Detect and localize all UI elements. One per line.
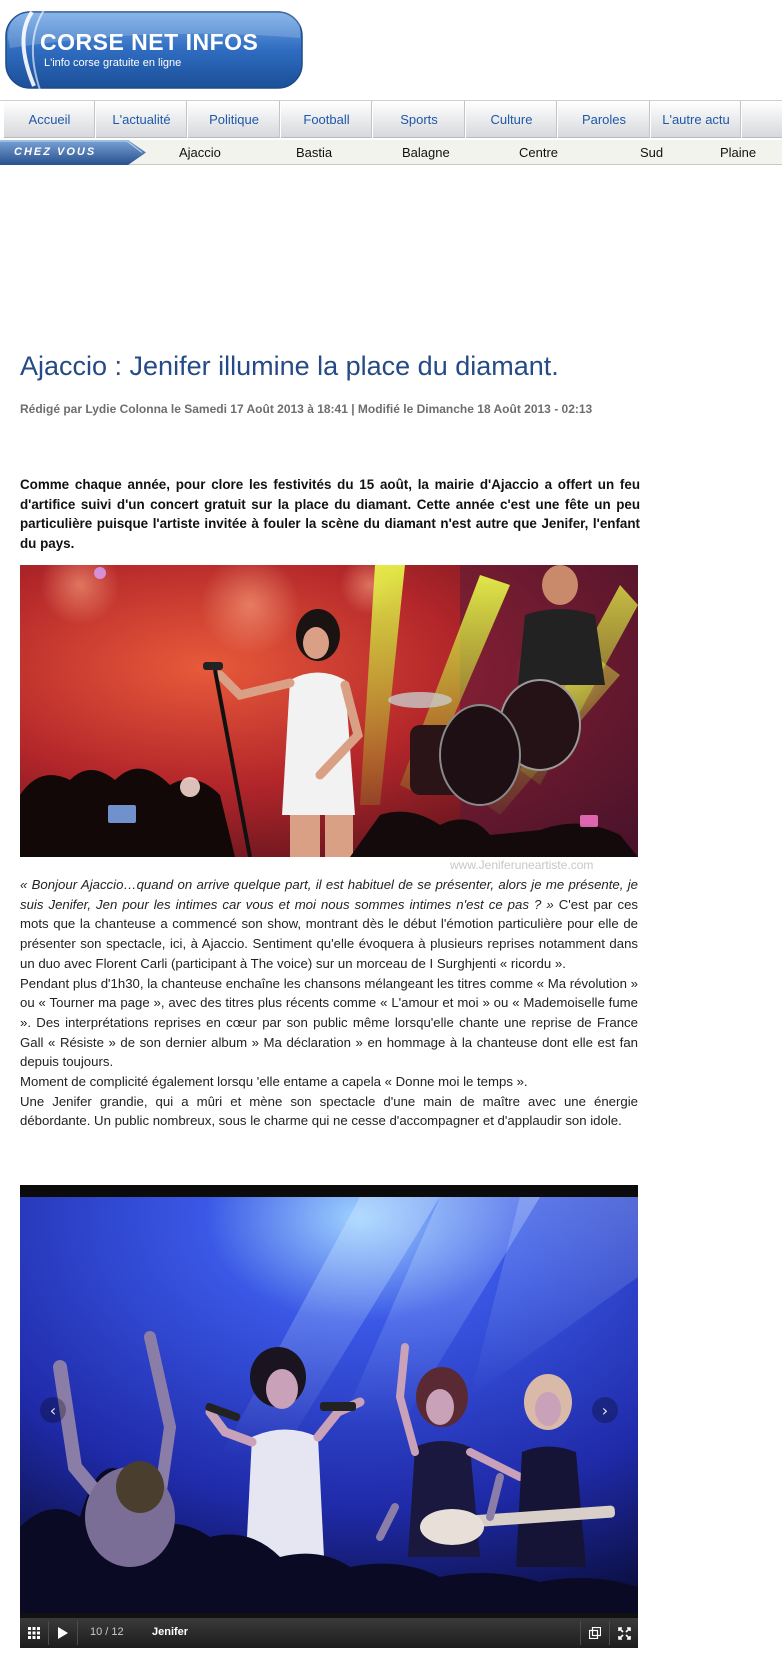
- nav-item-sports[interactable]: Sports: [373, 101, 466, 138]
- chevron-right-icon[interactable]: ›: [592, 1397, 618, 1423]
- sub-nav-balagne[interactable]: Balagne: [402, 145, 450, 160]
- sub-nav-sud[interactable]: Sud: [640, 145, 664, 160]
- nav-item-autre-actu[interactable]: L'autre actu: [651, 101, 742, 138]
- slideshow-controls: [20, 1618, 638, 1648]
- chevron-left-icon[interactable]: ‹: [40, 1397, 66, 1423]
- paragraph-2: Pendant plus d'1h30, la chanteuse enchaîne les chansons mélangeant les titres comme « Ma révolution » ou « Tourner ma page », avec des titres plus récents comme « L'amour et moi » ou « Mademoiselle fume ». Des interprétations reprises en cœur par son public même lorsqu'elle chante une reprise de France Gall « Résiste » de son dernier album » Ma déclaration » en hommage à la chanteuse dont elle est fan depuis toujours.: [20, 975, 638, 1070]
- grid-icon[interactable]: [20, 1618, 48, 1648]
- sub-nav-bastia[interactable]: Bastia: [296, 145, 333, 160]
- article-title: Ajaccio : Jenifer illumine la place du diamant.: [20, 351, 559, 381]
- main-navigation: [0, 100, 782, 138]
- fullscreen-icon[interactable]: [610, 1618, 638, 1648]
- paragraph-1-rest: C'est par ces mots que la chanteuse a commencé son show, montrant dès le début l'émotion particulière pour elle de présenter son spectacle, ici, à Ajaccio. Sentiment qu'elle évoquera à plusieurs reprises notamment dans un duo avec Florent Carli (participant à The voice) sur un morceau de I Surghjenti « ricordu ».: [20, 896, 638, 971]
- popout-icon[interactable]: [581, 1618, 609, 1648]
- nav-item-politique[interactable]: Politique: [188, 101, 281, 138]
- sub-nav-ajaccio[interactable]: Ajaccio: [179, 145, 221, 160]
- article-lead: Comme chaque année, pour clore les festivités du 15 août, la mairie d'Ajaccio a offert un feu d'artifice suivi d'un concert gratuit sur la place du diamant. Cette année c'est une fête un peu particulière puisque l'artiste invitée à fouler la scène du diamant n'est autre que Jenifer, l'enfant du pays.: [20, 477, 640, 552]
- svg-text:CORSE NET INFOS: CORSE NET INFOS: [40, 29, 259, 55]
- nav-item-football[interactable]: Football: [281, 101, 373, 138]
- sub-nav-centre[interactable]: Centre: [519, 145, 559, 160]
- play-icon[interactable]: [49, 1618, 77, 1648]
- paragraph-4: Une Jenifer grandie, qui a mûri et mène son spectacle d'une main de maître avec une énergie débordante. Un public nombreux, sous le charme qui ne cesse d'accompagner et d'applaudir son idole.: [20, 1093, 638, 1129]
- nav-item-accueil[interactable]: Accueil: [0, 101, 96, 138]
- nav-item-actualite[interactable]: L'actualité: [96, 101, 188, 138]
- photo-slideshow: [20, 1185, 638, 1648]
- photo-credit: www.Jeniferuneartiste.com: [450, 858, 594, 872]
- slideshow-top-bar: [20, 1185, 638, 1197]
- slide-image[interactable]: [20, 1197, 638, 1613]
- paragraph-1: [20, 875, 638, 974]
- article-byline: Rédigé par Lydie Colonna le Samedi 17 Août 2013 à 18:41 | Modifié le Dimanche 18 Août 2013 - 02:13: [20, 402, 593, 416]
- sub-navigation: [0, 140, 782, 165]
- site-logo[interactable]: [4, 8, 316, 92]
- opening-quote: « Bonjour Ajaccio…quand on arrive quelque part, il est habituel de se présenter, alors je me présente, je suis Jenifer, Jen pour les intimes car vous et moi nous sommes intimes n'est ce pas ? »: [20, 877, 638, 912]
- sub-nav-plaine[interactable]: Plaine: [720, 145, 757, 160]
- nav-item-paroles[interactable]: Paroles: [558, 101, 651, 138]
- chez-vous-badge: [0, 140, 150, 165]
- slide-caption: Jenifer: [152, 1626, 189, 1638]
- svg-text:L'info corse gratuite en ligne: L'info corse gratuite en ligne: [44, 57, 182, 69]
- site-header: [0, 0, 782, 100]
- chez-vous-label: CHEZ VOUS: [14, 146, 97, 158]
- slide-counter: 10 / 12: [90, 1626, 124, 1638]
- nav-item-culture[interactable]: Culture: [466, 101, 558, 138]
- paragraph-3: Moment de complicité également lorsqu 'elle entame a capela « Donne moi le temps ».: [20, 1074, 528, 1090]
- concert-photo: [20, 565, 638, 857]
- article-body: [20, 875, 638, 1131]
